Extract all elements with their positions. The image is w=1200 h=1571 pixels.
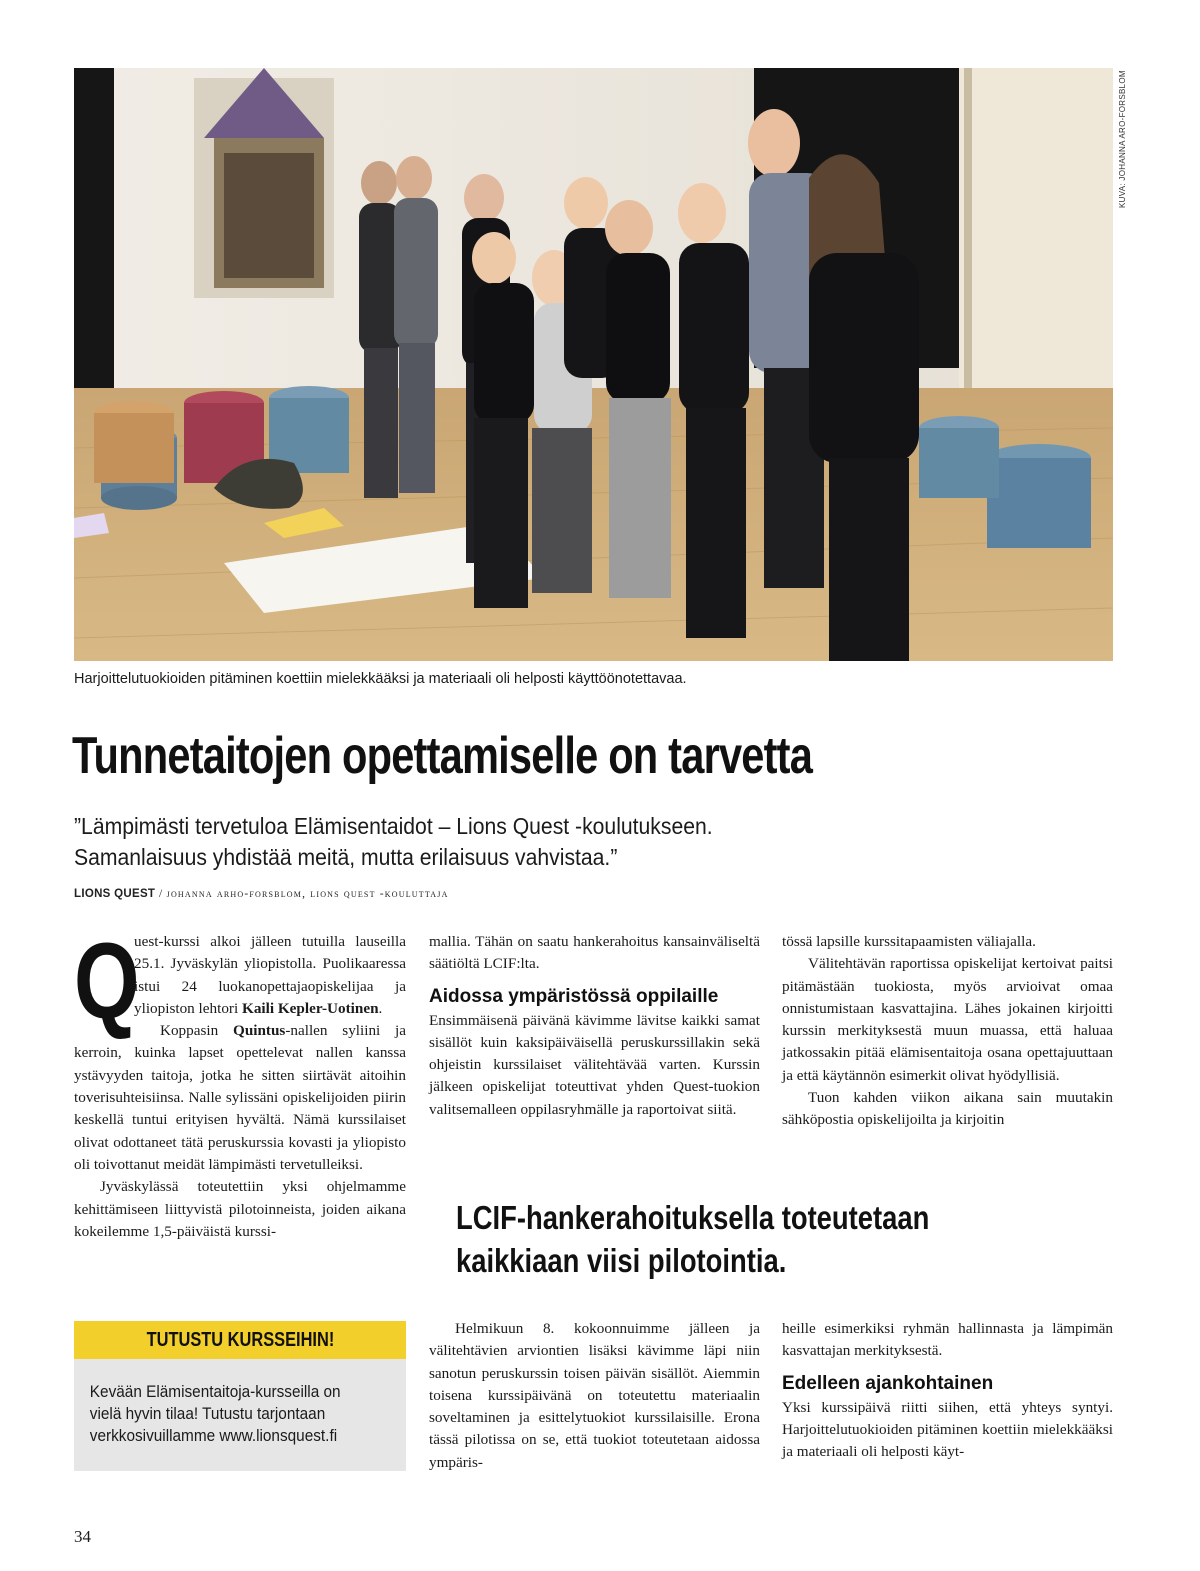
paragraph-3: Jyväskylässä toteutettiin yksi ohjelmamme kehittämiseen liittyvistä pilotoinneista, joiden aikana kokeilemme 1,5-päiväistä kurssi- — [74, 1178, 406, 1240]
photo-caption: Harjoittelutuokioiden pitäminen koettiin mielekkääksi ja materiaali oli helposti käyttöönotettavaa. — [74, 671, 687, 687]
info-box-body: Kevään Elämisentaitoja-kursseilla on vielä hyvin tilaa! Tutustu tarjontaan verkkosivuillamme www.lionsquest.fi — [89, 1383, 341, 1445]
subheading-edelleen: Edelleen ajankohtainen — [782, 1372, 994, 1394]
info-box — [74, 1321, 406, 1471]
person-name: Kaili Kepler-Uotinen — [242, 999, 379, 1017]
column-2-continued — [429, 1318, 760, 1474]
article-lead: ”Lämpimästi tervetuloa Elämisentaidot – Lions Quest -koulutukseen. Samanlaisuus yhdistää meitä, mutta erilaisuus vahvistaa.” — [74, 813, 713, 870]
byline-category: LIONS QUEST — [74, 888, 156, 900]
paragraph-2-text-b: -nallen syliini ja kerroin, kuinka lapset opettelevat nallen kanssa ystävyyden taitoja, jotka he sitten siirtävät aitoihin toverisuhteisiinsa. Nalle sylissäni opiskelijoiden piirin keskellä tuntui erityisen hyvältä. Nämä kurssilaiset olivat odottaneet tätä peruskurssia kovasti ja yliopisto oli toivottanut meidät lämpimästi tervetulleiksi. — [74, 1022, 406, 1173]
info-box-title — [74, 1321, 406, 1359]
column-3b-paragraph-1: heille esimerkiksi ryhmän hallinnasta ja lämpimän kasvattajan merkityksestä. — [782, 1320, 1113, 1360]
column-3 — [782, 931, 1113, 1132]
column-3-paragraph-3: Tuon kahden viikon aikana sain muutakin sähköpostia opiskelijoilta ja kirjoitin — [782, 1089, 1113, 1129]
paragraph-2-text-a: Koppasin — [160, 1022, 233, 1040]
bear-name: Quintus — [233, 1022, 286, 1040]
column-2b-paragraph-1: Helmikuun 8. kokoonnuimme jälleen ja välitehtävien arviontien lisäksi kävimme läpi niin sanotun peruskurssin toisen päivän sisällöt. Aiemmin toisena kurssipäivänä on toteutettu materiaalin soveltaminen ja esittelytuokiot kurssilaisille. Erona tässä pilotissa on se, että tuokiot toteutetaan aidossa ympäris- — [429, 1320, 760, 1471]
photo-credit — [1116, 68, 1130, 208]
photo-credit-text: KUVA: JOHANNA ARO-FORSBLOM — [1118, 70, 1127, 208]
byline — [74, 888, 774, 900]
classroom-photo — [74, 68, 1113, 661]
paragraph-1-end: . — [378, 999, 383, 1017]
paragraph-2 — [74, 1020, 406, 1176]
column-2-paragraph-1: mallia. Tähän on saatu hankerahoitus kansainväliseltä säätiöltä LCIF:lta. — [429, 933, 760, 973]
pull-quote: LCIF-hankerahoituksella toteutetaan kaikkiaan viisi pilotointia. — [456, 1199, 930, 1279]
page-number: 34 — [74, 1527, 91, 1546]
drop-cap: Q — [74, 920, 140, 1041]
photo-illustration — [74, 68, 1113, 661]
column-2 — [429, 931, 760, 1121]
column-3-continued — [782, 1318, 1113, 1463]
article-headline: Tunnetaitojen opettamiselle on tarvetta — [72, 727, 813, 785]
byline-separator: / — [155, 888, 167, 900]
byline-author: johanna arho-forsblom, lions quest -kouluttaja — [166, 888, 449, 900]
column-3-paragraph-1: tössä lapsille kurssitapaamisten väliajalla. — [782, 933, 1036, 950]
info-box-title-text: TUTUSTU KURSSEIHIN! — [146, 1329, 334, 1351]
subheading-aidossa: Aidossa ympäristössä oppilaille — [429, 985, 719, 1007]
column-1 — [74, 920, 406, 1243]
column-2-paragraph-2: Ensimmäisenä päivänä kävimme lävitse kaikki samat sisällöt kuin kaksipäiväisellä peruskurssillakin sekä ohjeistin kurssilaiset välitehtävää varten. Kurssin jälkeen opiskelijat toteuttivat yhden Quest-tuokion valitsemalleen oppilasryhmälle ja raportoivat siitä. — [429, 1011, 760, 1118]
paragraph-1-text: uest-kurssi alkoi jälleen tutuilla lauseilla 25.1. Jyväskylän yliopistolla. Puolikaaressa istui 24 luokanopettajaopiskelijaa ja yliopiston lehtori — [134, 933, 406, 1017]
column-3b-paragraph-2: Yksi kurssipäivä riitti siihen, että yhteys syntyi. Harjoittelutuokioiden pitäminen koettiin mielekkääksi ja materiaali oli helposti käyt- — [782, 1398, 1113, 1461]
column-3-paragraph-2: Välitehtävän raportissa opiskelijat kertoivat paitsi pitämästään tuokiosta, myös arvioivat omaa onnistumistaan kasvattajina. Lähes jokainen kirjoitti kurssin merkityksestä muun muassa, että haluaa jatkossakin pitää elämisentaitoja osana opettajuuttaan ja että käytännön esimerkit olivat hyödyllisiä. — [782, 955, 1113, 1084]
